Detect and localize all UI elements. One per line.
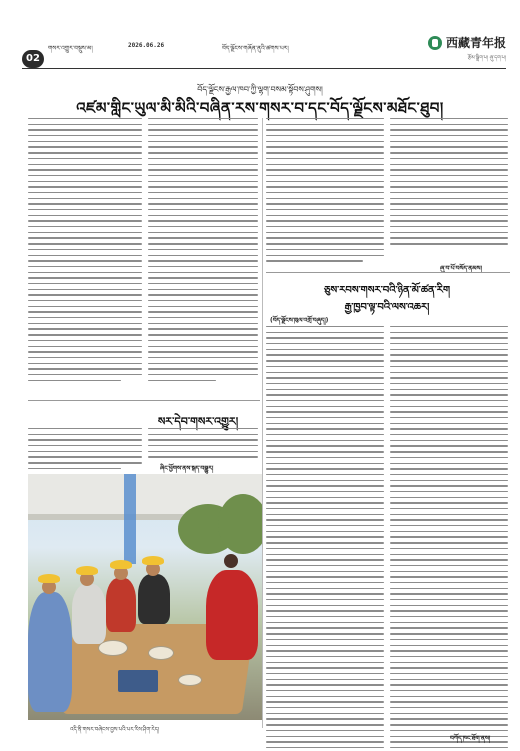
news-photo (28, 474, 262, 720)
section-divider-right (266, 272, 510, 273)
page-header-title: བོད་ལྗོངས་གཞོན་ནུའི་ཚགས་པར། (222, 45, 289, 52)
side-article-headline: སར་དེབ་གསར་འགྱུར། (157, 415, 239, 428)
newspaper-logo (428, 34, 506, 51)
page-number: 02 (22, 50, 44, 68)
right-article-col-1 (266, 326, 384, 751)
side-article-col-1 (28, 428, 142, 474)
logo-subtitle: རྩོམ་སྒྲིག་པ། ཞུ་དག་པ། (467, 55, 506, 61)
header-rule (22, 68, 506, 69)
photo-caption: འདི་ནི་གསར་བཞེངས་བྱས་པའི་པར་རིས་ཤིག་རེད། (70, 727, 160, 733)
main-article-col-4 (390, 118, 508, 249)
right-article-byline-bottom: བཀོད་ཁང་ཐོག་ནས། (450, 735, 491, 742)
right-article-col-2 (390, 326, 508, 751)
logo-icon (428, 36, 442, 50)
main-article-col-3 (266, 118, 384, 266)
main-article-col-2 (148, 118, 258, 385)
side-article-col-2 (148, 428, 258, 462)
side-article-byline: ཞིང་ཕྱོགས་ནས་སྐད་བསྒྱུར། (160, 465, 214, 472)
right-article-subhead: (བོད་ལྗོངས་ཁུལ་འགྲོ་བཞུད།) (270, 317, 329, 324)
article-headline: འཛམ་གླིང་ཡུལ་མི་མིའི་བཞིན་རས་གསར་བ་དང་བོད་ལྗོངས་མཐོང་ཐུབ། (76, 99, 444, 117)
main-article-col-1 (28, 118, 142, 385)
right-article-byline-top: ཞུ་བ་པོ་བསོད་ནམས། (440, 265, 482, 272)
section-divider-left (28, 400, 260, 401)
logo-text: 西藏青年报 (445, 36, 506, 50)
section-label: གསར་འགྱུར་བསྡུས་མ། (48, 45, 93, 52)
right-article-headline-line-1: ཅུས་རབས་གསར་བའི་ཉིན་མོ་ཚན་རིག (323, 285, 451, 296)
column-divider-vertical (262, 118, 263, 728)
issue-date: 2026.06.26 (128, 42, 165, 49)
article-kicker: བོད་ལྗོངས་རྒྱལ་ཁབ་ཀྱི་ལྷག་བསམ་སྟོབས་ཤུགས། (197, 85, 323, 94)
right-article-headline-line-2: རྒྱ་ཁྱབ་ལྟ་བའི་ལས་འཆར། (344, 302, 430, 313)
